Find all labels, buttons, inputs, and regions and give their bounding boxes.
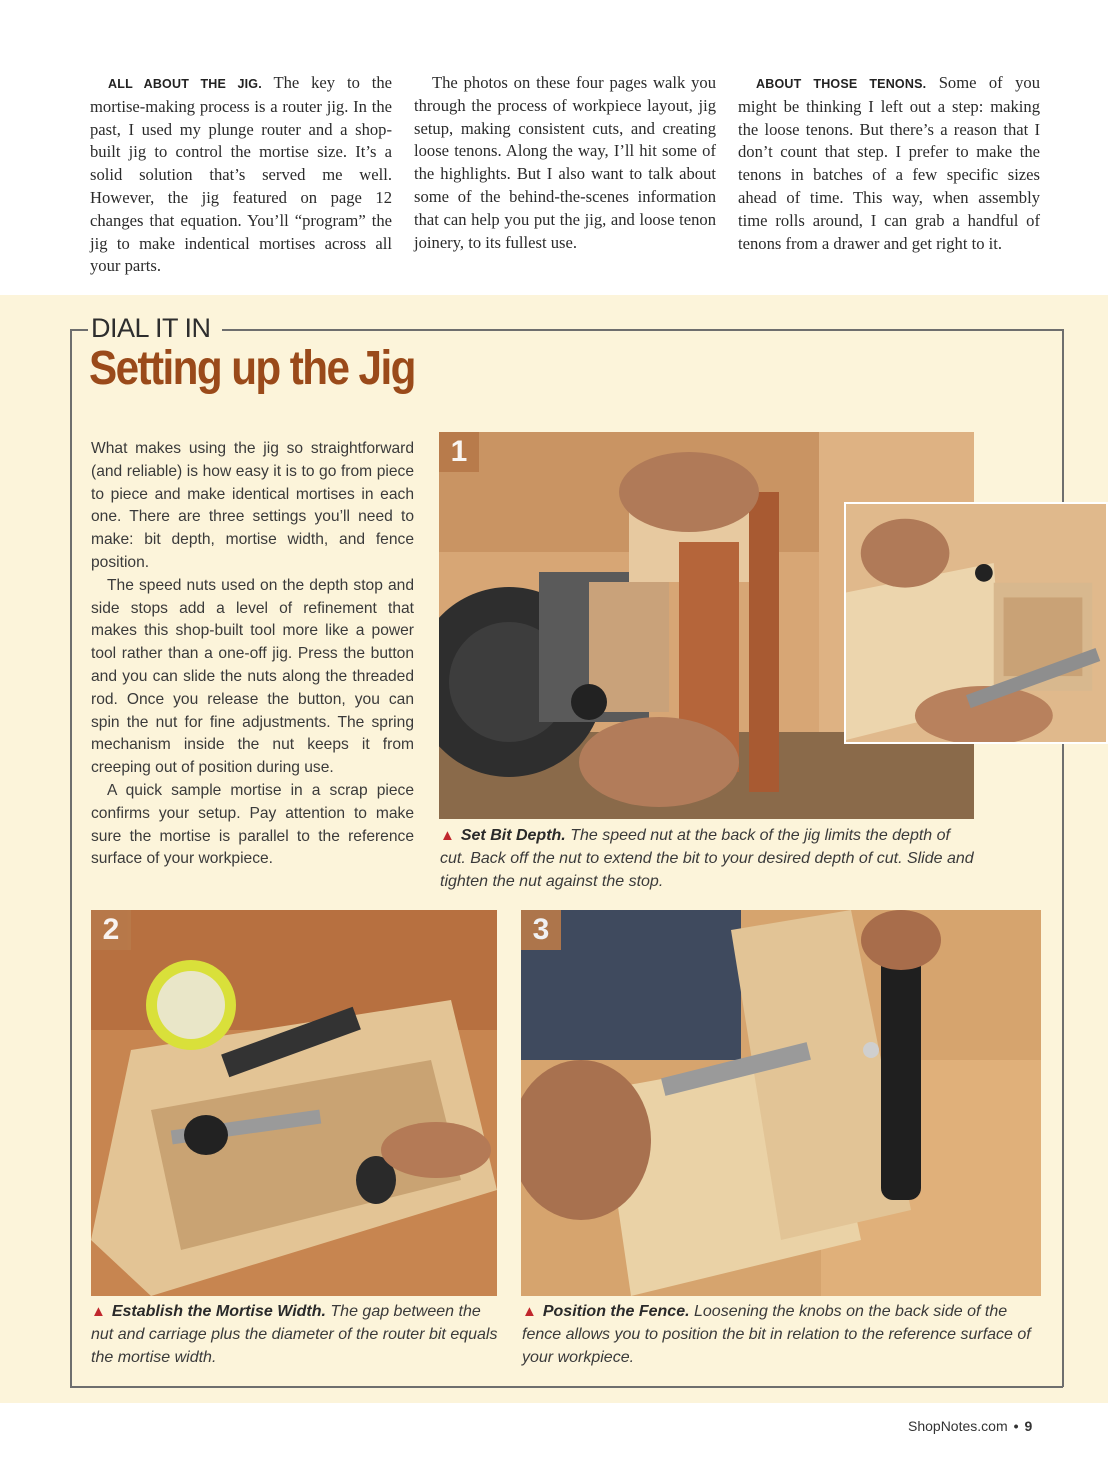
photo-number-badge: 2 — [91, 910, 131, 950]
intro-text-2: The photos on these four pages walk you through the process of workpiece layout, jig setup, making consistent cuts, and creating loose tenons. Along the way, I’ll hit some of the highlights. But I also want to talk about some of the behind-the-scenes information that can help you put the jig, and loose tenon joinery, to its fullest use. — [414, 73, 716, 252]
photo-caliper-illustration — [91, 910, 497, 1296]
intro-column-2 — [414, 72, 716, 254]
body-paragraph: A quick sample mortise in a scrap piece confirms your setup. Pay attention to make sure the mortise is parallel to the reference surface of your workpiece. — [91, 781, 414, 868]
page-number: 9 — [1024, 1418, 1033, 1434]
frame-line — [70, 1386, 1063, 1388]
photo-inset-depth-stop — [844, 502, 1108, 744]
caption-text: The speed nut at the back of the jig limits the depth of cut. Back off the nut to extend the bit to your desired depth of cut. Slide and tighten the nut against the stop. — [440, 827, 974, 890]
caption-position-fence — [522, 1300, 1042, 1369]
caption-marker-icon: ▲ — [91, 1303, 106, 1320]
section-kicker: DIAL IT IN — [91, 313, 211, 343]
section-title: Setting up the Jig — [89, 342, 415, 395]
intro-lead-tenons: ABOUT THOSE TENONS. — [756, 77, 927, 91]
caption-marker-icon: ▲ — [522, 1303, 537, 1320]
section-body — [91, 438, 414, 871]
intro-column-1 — [90, 72, 392, 278]
footer-separator: • — [1013, 1418, 1019, 1434]
photo-mortise-width — [91, 910, 497, 1296]
caption-text: The gap between the nut and carriage plus the diameter of the router bit equals the mortise width. — [91, 1303, 498, 1366]
body-paragraph: The speed nuts used on the depth stop and side stops add a level of refinement that makes this shop-built tool more like a power tool rather than a one-off jig. Press the button and you can slide the nuts along the threaded rod. Once you release the button, you can spin the nut for fine adjustments. The spring mechanism inside the nut keeps it from creeping out of position during use. — [91, 576, 414, 777]
intro-text-1: The key to the mortise-making process is a router jig. In the past, I used my plunge router and a shop-built jig to control the mortise size. It’s a solid solution that’s served me well. However, the jig featured on page 12 changes that equation. You’ll “program” the jig to make indentical mortises across all your parts. — [90, 73, 393, 276]
photo-number-badge: 1 — [439, 432, 479, 472]
photo-position-fence — [521, 910, 1041, 1296]
photo-number-badge: 3 — [521, 910, 561, 950]
photo-fence-illustration — [521, 910, 1041, 1296]
intro-column-3 — [738, 72, 1040, 255]
caption-title: Set Bit Depth. — [460, 827, 566, 844]
photo-inset-illustration — [846, 504, 1106, 742]
frame-line — [222, 329, 1063, 331]
frame-line — [70, 329, 72, 1387]
caption-marker-icon: ▲ — [440, 827, 455, 844]
caption-title: Establish the Mortise Width. — [111, 1303, 326, 1320]
intro-columns — [90, 72, 1040, 287]
caption-text: Loosening the knobs on the back side of the fence allows you to position the bit in relation to the reference surface of your workpiece. — [522, 1303, 1031, 1366]
intro-text-3: Some of you might be thinking I left out a step: making the loose tenons. But there’s a reason that I don’t count that step. I prefer to make the tenons in batches of a few specific sizes ahead of time. This way, when assembly time rolls around, I can grab a handful of tenons from a drawer and get right to it. — [738, 73, 1040, 253]
frame-line — [1062, 329, 1064, 1387]
footer-site: ShopNotes.com — [908, 1418, 1008, 1434]
body-paragraph: What makes using the jig so straightforward (and reliable) is how easy it is to go from piece to piece and make identical mortises in each one. There are three settings you’ll need to make: bit depth, mortise width, and fence position. — [91, 440, 414, 571]
intro-lead-jig: ALL ABOUT THE JIG. — [108, 77, 262, 91]
frame-line — [70, 329, 88, 331]
page-footer — [908, 1418, 1032, 1434]
caption-title: Position the Fence. — [542, 1303, 690, 1320]
caption-mortise-width — [91, 1300, 501, 1369]
caption-set-bit-depth — [440, 824, 980, 893]
